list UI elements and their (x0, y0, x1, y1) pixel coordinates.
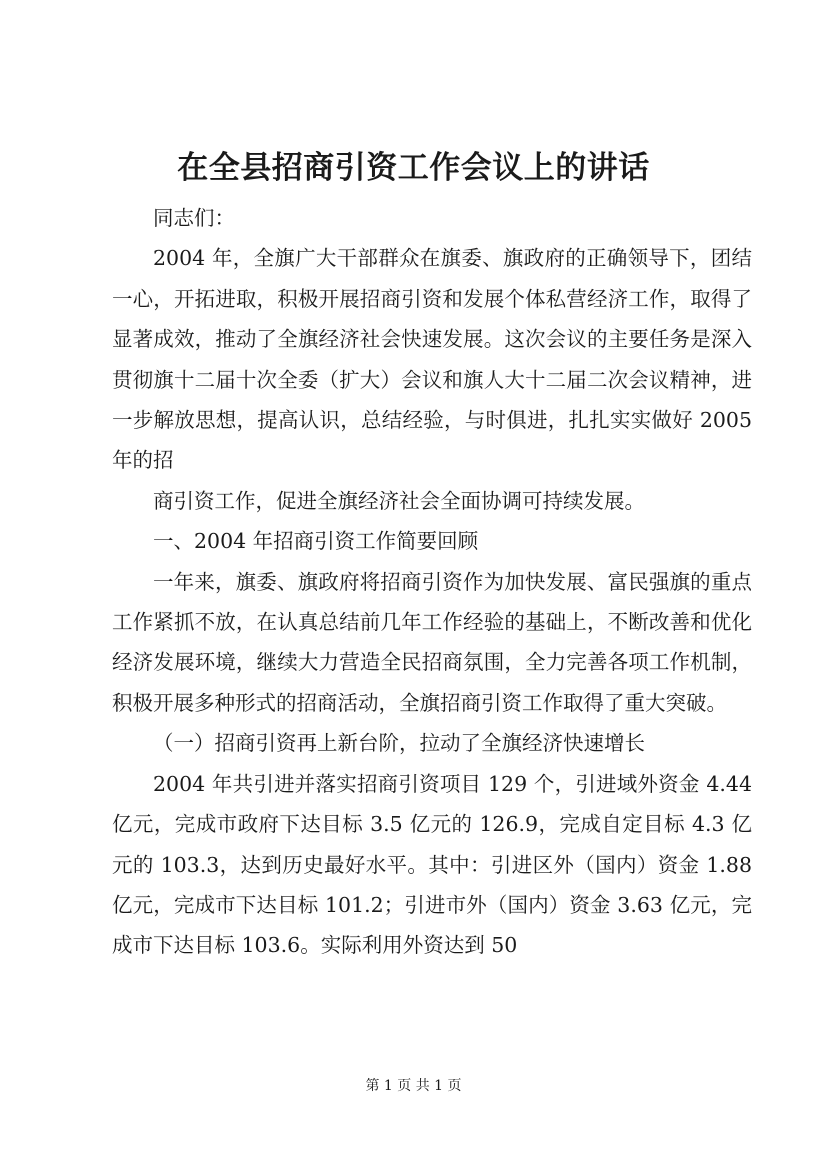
document-title: 在全县招商引资工作会议上的讲话 (177, 150, 650, 186)
section-heading: 一、2004 年招商引资工作简要回顾 (153, 529, 479, 554)
document-body (112, 198, 752, 966)
statistics-paragraph: 2004 年共引进并落实招商引资项目 129 个，引进域外资金 4.44 亿元，完成市政府下达目标 3.5 亿元的 126.9，完成自定目标 4.3 亿元的 103.3，达到历史最好水平。其中：引进区外（国内）资金 1.88 亿元，完成市下达目标 101.2；引进市外（国内）资金 3.63 亿元，完成市下达目标 103.6。实际利用外资达到 50 (112, 771, 752, 958)
review-paragraph: 一年来，旗委、旗政府将招商引资作为加快发展、富民强旗的重点工作紧抓不放，在认真总结前几年工作经验的基础上，不断改善和优化经济发展环境，继续大力营造全民招商氛围，全力完善各项工作机制，积极开展多种形式的招商活动，全旗招商引资工作取得了重大突破。 (112, 569, 752, 715)
salutation-paragraph: 同志们： (153, 206, 235, 230)
subsection-heading: （一）招商引资再上新台阶，拉动了全旗经济快速增长 (153, 731, 645, 756)
intro-paragraph: 2004 年，全旗广大干部群众在旗委、旗政府的正确领导下，团结一心，开拓进取，积极开展招商引资和发展个体私营经济工作，取得了显著成效，推动了全旗经济社会快速发展。这次会议的主要任务是深入贯彻旗十二届十次全委（扩大）会议和旗人大十二届二次会议精神，进一步解放思想，提高认识，总结经验，与时俱进，扎扎实实做好 2005 年的招 (112, 246, 752, 473)
intro-continuation-paragraph: 商引资工作，促进全旗经济社会全面协调可持续发展。 (153, 488, 645, 513)
page-footer: 第 1 页 共 1 页 (365, 1078, 462, 1094)
